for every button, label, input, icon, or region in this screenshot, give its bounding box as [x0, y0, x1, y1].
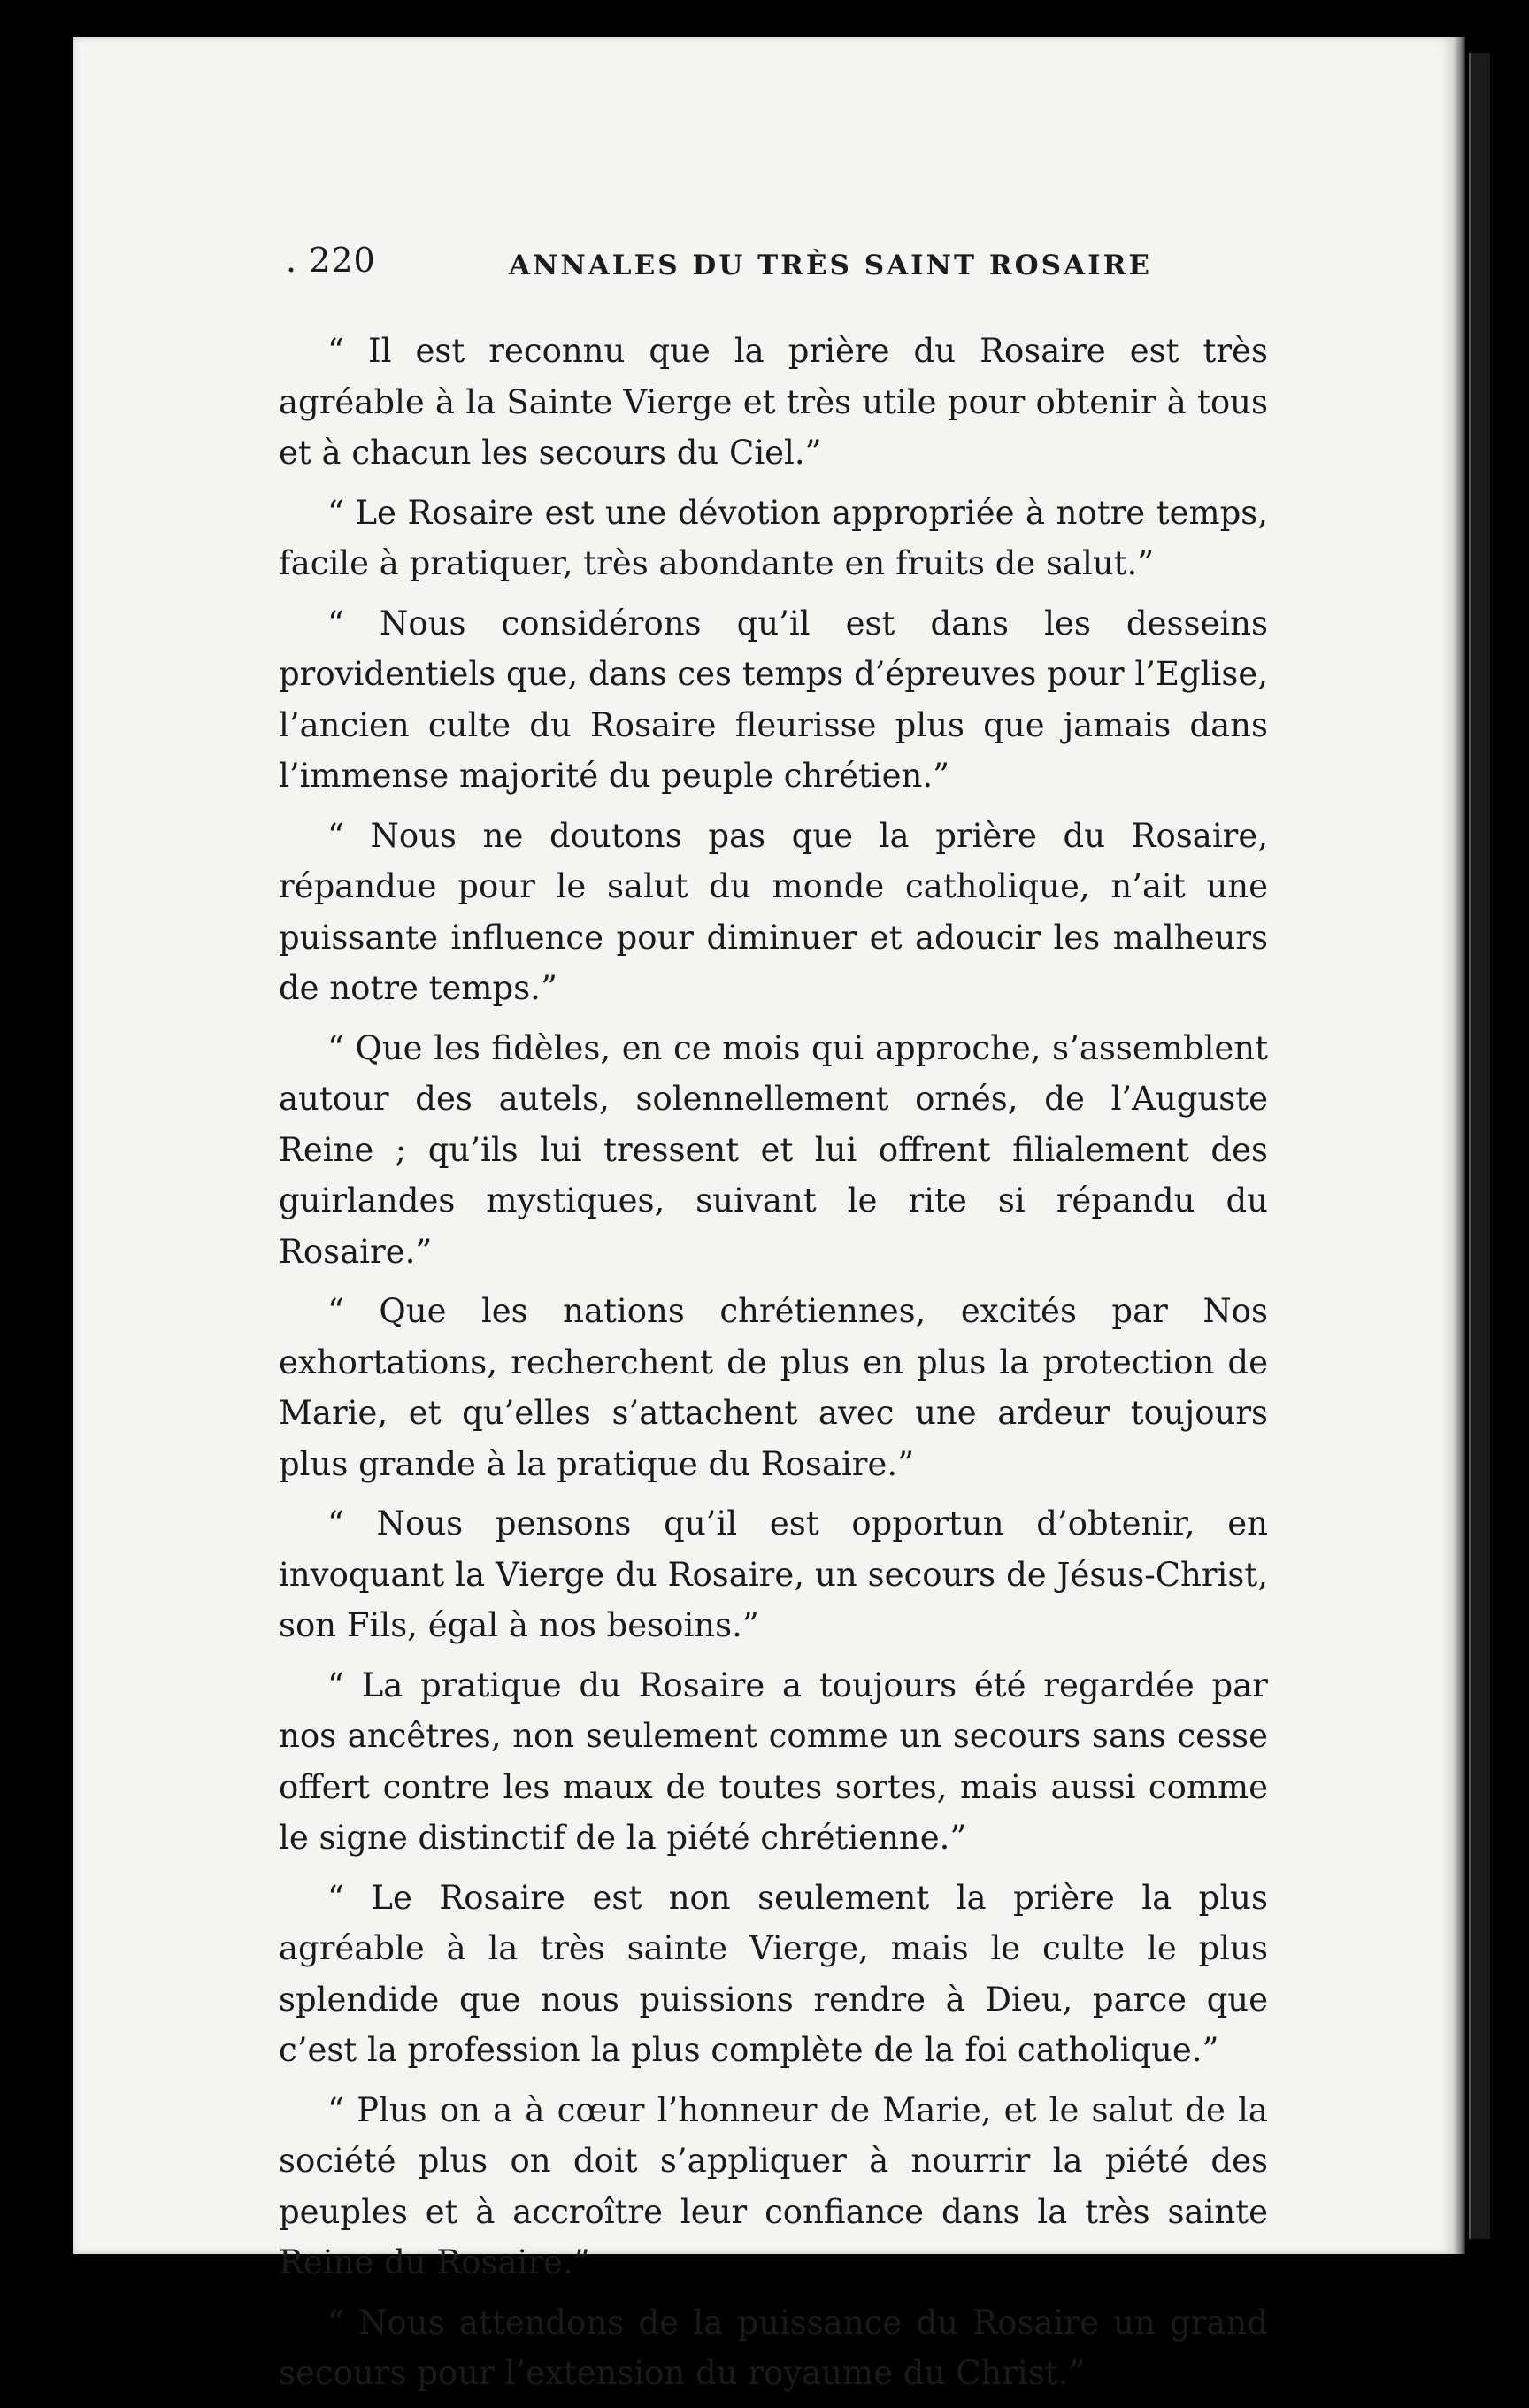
page-number: . 220 — [286, 241, 376, 280]
paragraph-4: “ Nous ne doutons pas que la prière du Rosaire, répandue pour le salut du monde catholique, n’ait une puissante influence pour diminuer et adoucir les malheurs de notre temps.” — [279, 816, 1268, 1007]
page-edge — [1453, 37, 1465, 2254]
paragraph-3: “ Nous considérons qu’il est dans les desseins providentiels que, dans ces temps d’épreuves pour l’Eglise, l’ancien culte du Rosaire fleurisse plus que jamais dans l’immense majorité du peuple chrétien.” — [279, 604, 1268, 795]
paragraph-1: “ Il est reconnu que la prière du Rosaire est très agréable à la Sainte Vierge et très utile pour obtenir à tous et à chacun les secours du Ciel.” — [279, 332, 1268, 472]
paragraph-10: “ Plus on a à cœur l’honneur de Marie, et le salut de la société plus on doit s’appliquer à nourrir la piété des peuples et à accroître leur confiance dans la très sainte Reine du Rosaire.” — [279, 2090, 1268, 2281]
running-head — [286, 241, 1171, 294]
paragraph-8: “ La pratique du Rosaire a toujours été regardée par nos ancêtres, non seulement comme un secours sans cesse offert contre les maux de toutes sortes, mais aussi comme le signe distinctif de la piété chrétienne.” — [279, 1666, 1268, 1857]
paragraph-5: “ Que les fidèles, en ce mois qui approche, s’assemblent autour des autels, solennellement ornés, de l’Auguste Reine ; qu’ils lui tressent et lui offrent filialement des guirlandes mystiques, suivant le rite si répandu du Rosaire.” — [279, 1028, 1268, 1271]
paragraph-7: “ Nous pensons qu’il est opportun d’obtenir, en invoquant la Vierge du Rosaire, un secours de Jésus-Christ, son Fils, égal à nos besoins.” — [279, 1504, 1268, 1644]
paragraph-6: “ Que les nations chrétiennes, excités par Nos exhortations, recherchent de plus en plus la protection de Marie, et qu’elles s’attachent avec une ardeur toujours plus grande à la pratique du Rosaire.” — [279, 1292, 1268, 1483]
paragraph-2: “ Le Rosaire est une dévotion appropriée à notre temps, facile à pratiquer, très abondante en fruits de salut.” — [279, 493, 1268, 582]
paragraph-11: “ Nous attendons de la puissance du Rosaire un grand secours pour l’extension du royaume du Christ.” — [279, 2303, 1268, 2392]
body-text — [279, 326, 1268, 2408]
book-binding — [1469, 53, 1490, 2239]
running-title: ANNALES DU TRÈS SAINT ROSAIRE — [509, 250, 1152, 281]
paragraph-9: “ Le Rosaire est non seulement la prière la plus agréable à la très sainte Vierge, mais le culte le plus splendide que nous puissions rendre à Dieu, parce que c’est la profession la plus complète de la foi catholique.” — [279, 1878, 1268, 2069]
